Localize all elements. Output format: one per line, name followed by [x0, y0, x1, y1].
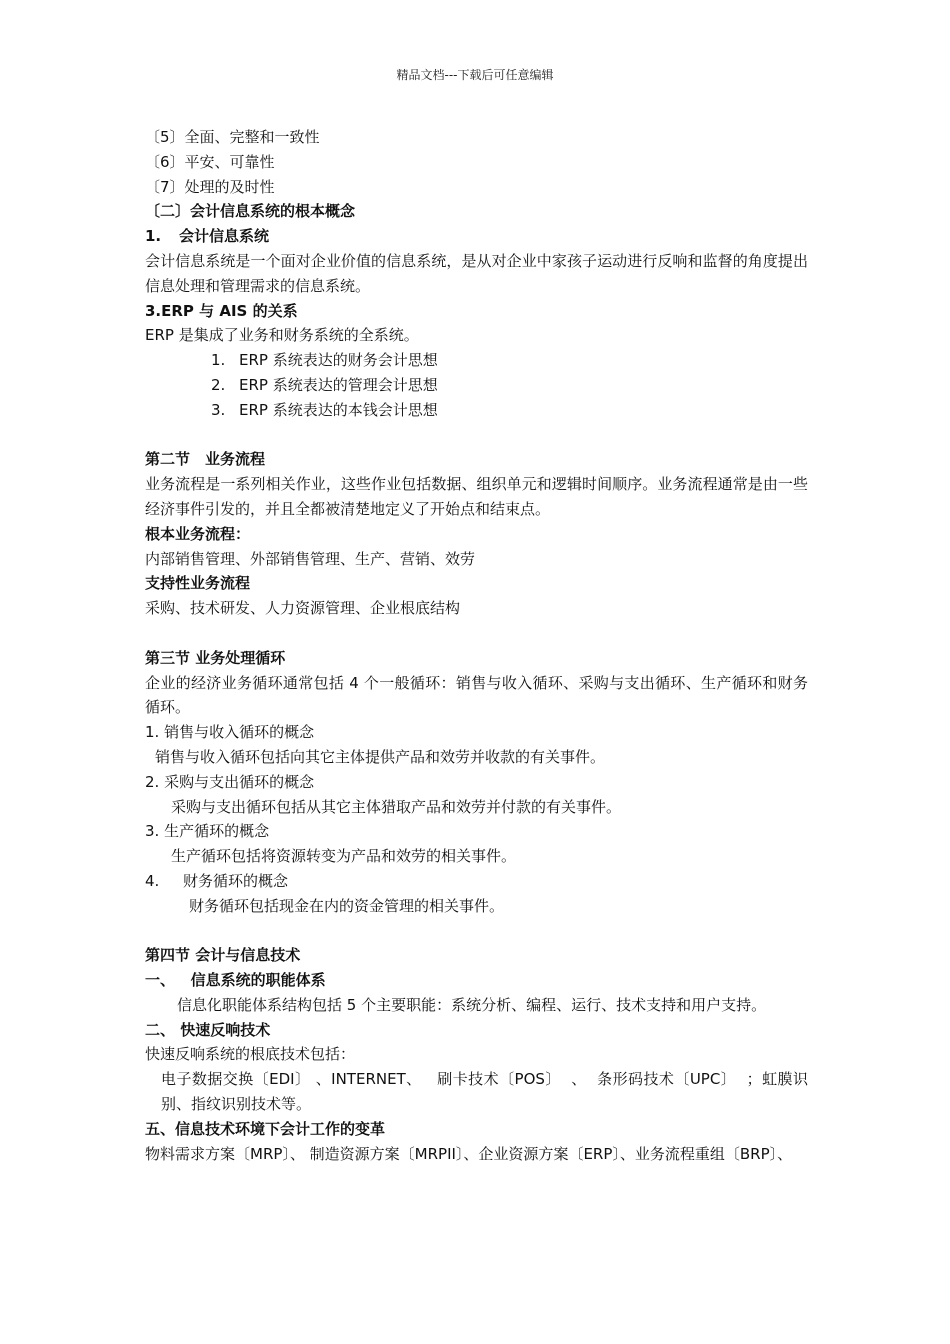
section-title: 第四节 会计与信息技术: [145, 946, 301, 965]
subheading: 二、 快速反响技术: [145, 1020, 271, 1039]
list-description: 生产循环包括将资源转变为产品和效劳的相关事件。: [171, 847, 517, 866]
paragraph: 〔5〕全面、完整和一致性: [145, 128, 320, 146]
list-item: 3. 生产循环的概念: [145, 822, 270, 841]
list-item: [145, 869, 808, 894]
list-description: 销售与收入循环包括向其它主体提供产品和效劳并收款的有关事件。: [155, 747, 606, 766]
subheading-text: 会计信息系统: [179, 227, 270, 246]
paragraph: 信息化职能体系结构包括 5 个主要职能：系统分析、编程、运行、技术支持和用户支持。: [177, 995, 767, 1014]
subheading: 3.ERP 与 AIS 的关系: [145, 301, 298, 320]
section-heading: 〔二〕会计信息系统的根本概念: [145, 202, 356, 221]
list-text: ERP 系统表达的管理会计思想: [239, 375, 438, 394]
list-item: 1. 销售与收入循环的概念: [145, 723, 315, 742]
list-text: ERP 系统表达的本钱会计思想: [239, 400, 438, 419]
list-text: 财务循环的概念: [183, 871, 289, 890]
paragraph: 〔7〕处理的及时性: [145, 177, 275, 196]
list-description: 采购与支出循环包括从其它主体猎取产品和效劳并付款的有关事件。: [171, 797, 622, 816]
paragraph: 〔6〕平安、可靠性: [145, 152, 275, 171]
paragraph: 电子数据交换〔EDI〕 、INTERNET、 刷卡技术〔POS〕 、 条形码技术〔UPC〕 ；虹膜识别、指纹识别技术等。: [161, 1070, 808, 1114]
list-item: [145, 373, 808, 398]
paragraph: 内部销售管理、外部销售管理、生产、营销、效劳: [145, 549, 476, 568]
paragraph: 物料需求方案〔MRP〕、 制造资源方案〔MRPII〕、企业资源方案〔ERP〕、业务流程重组〔BRP〕、: [145, 1144, 793, 1163]
list-number: 4.: [145, 871, 160, 890]
list-description: 财务循环包括现金在内的资金管理的相关事件。: [189, 896, 505, 915]
list-number: 1.: [211, 351, 226, 370]
subheading: 根本业务流程：: [145, 524, 251, 543]
paragraph: 企业的经济业务循环通常包括 4 个一般循环：销售与收入循环、采购与支出循环、生产循环和财务循环。: [145, 673, 808, 717]
paragraph: ERP 是集成了业务和财务系统的全系统。: [145, 326, 419, 345]
paragraph: 采购、技术研发、人力资源管理、企业根底结构: [145, 599, 461, 618]
list-item: [145, 398, 808, 423]
paragraph: 快速反响系统的根底技术包括：: [145, 1045, 356, 1064]
list-number: 3.: [211, 400, 226, 419]
paragraph: 会计信息系统是一个面对企业价值的信息系统，是从对企业中家孩子运动进行反响和监督的角度提出信息处理和管理需求的信息系统。: [145, 251, 808, 295]
document-body: [145, 125, 808, 1166]
subheading: 支持性业务流程: [145, 574, 251, 593]
subheading: 一、 信息系统的职能体系: [145, 971, 326, 990]
section-title: 第三节 业务处理循环: [145, 648, 286, 667]
list-number: 2.: [211, 375, 226, 394]
list-item: [145, 348, 808, 373]
subheading-number: 1.: [145, 227, 162, 246]
section-title: 第二节 业务流程: [145, 450, 266, 469]
paragraph: 业务流程是一系列相关作业，这些作业包括数据、组织单元和逻辑时间顺序。业务流程通常是由一些经济事件引发的，并且全都被清楚地定义了开始点和结束点。: [145, 475, 808, 518]
subheading: [145, 224, 808, 249]
page-header: 精品文档---下载后可任意编辑: [396, 68, 554, 82]
subheading: 五、信息技术环境下会计工作的变革: [145, 1119, 386, 1138]
list-text: ERP 系统表达的财务会计思想: [239, 351, 438, 370]
list-item: 2. 采购与支出循环的概念: [145, 772, 315, 791]
